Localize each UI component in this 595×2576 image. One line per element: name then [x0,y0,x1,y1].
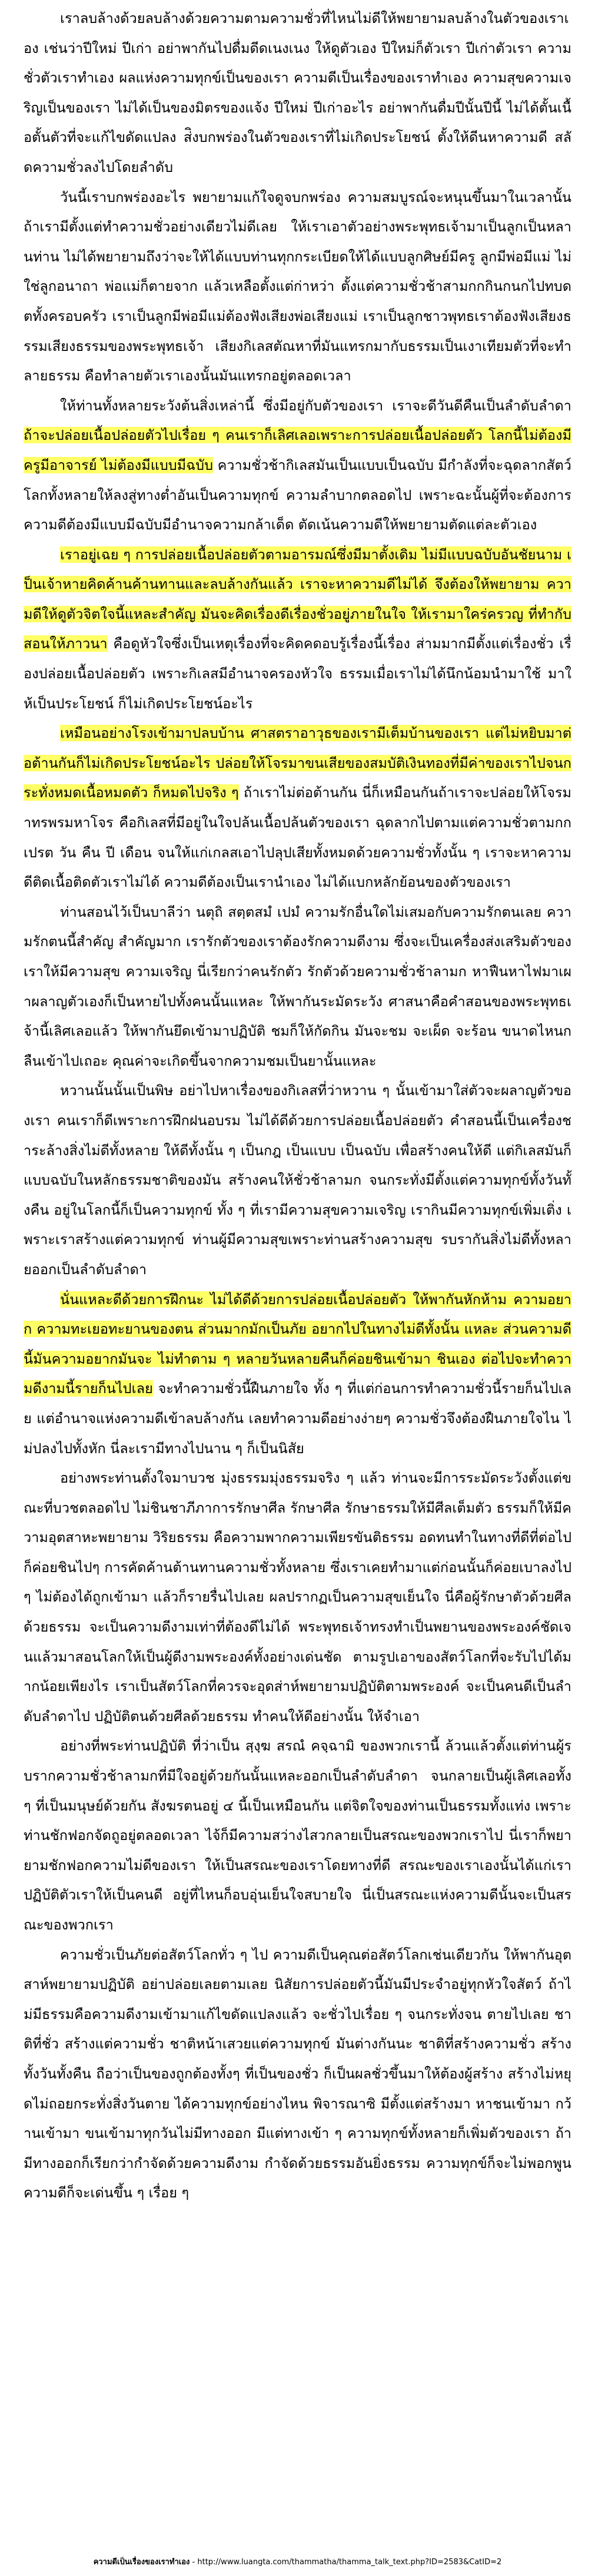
paragraph [24,1731,571,1940]
paragraph [24,540,571,719]
paragraph [24,391,571,540]
paragraph [24,897,571,1076]
paragraph-text: ถ้าเราไม่ต่อต้านกัน นี่ก็เหมือนกันถ้าเราจะปล่อยให้โจรมาทรพรมหาโจร คือกิเลสที่มีอยู่ในใจปล้นเนื้อปล้นตัวของเรา ฉุดลากไปตามแต่ความชั่วตามกกเปรต วัน คืน ปี เดือน จนให้แก่เกลสเอาไปลุปเสียทั้งหมดด้วยความชั่วทั้งนั้น ๆ เราจะหาความดีติดเนื้อติดตัวเราไม่ได้ ความดีต้องเป็นเรานำเอง ไม่ได้แบกหลักย้อนของตัวของเรา [24,784,571,891]
page-footer [0,2557,595,2568]
paragraph-text: อย่างพระท่านตั้งใจมาบวช มุ่งธรรมมุ่งธรรมจริง ๆ แล้ว ท่านจะมีการระมัดระวังตั้งแต่ขณะที่บวชตลอดไป ไม่ชินชาภีภาการรักษาศีล รักษาศีล รักษาธรรมให้มีศีลเต็มตัว ธรรมก็ให้มีความอุตสาหะพยายาม วิริยธรรม คือความพากความเพียรขันติธรรม อดทนทำในทางที่ดีที่ต่อไปก็ค่อยชินไปๆ การคัดค้านต้านทานความชั่วทั้งหลาย ซึ่งเราเคยทำมาแต่ก่อนนั้นก็ค่อยเบาลงไป ๆ ไม่ต้องได้ถูกเข้ามา แล้วก็รายรื่นไปเลย ผลปรากฏเป็นความสุขเย็นใจ นี่คือผู้รักษาตัวด้วยศีลด้วยธรรม จะเป็นความดีงามเท่าที่ต้องดีไม่ได้ พระพุทธเจ้าทรงทำเป็นพยานของพระองค์ชัดเจนแล้วมาสอนโลกให้เป็นผู้ดีงามพระองค์ทั้งอย่างเด่นชัด ตามรูปเอาของสัตว์โลกที่จะรับไปได้มากน้อยเพียงไร เราเป็นสัตว์โลกที่ควรจะอุดส่าห์พยายามปฏิบัติตามพระองค์ จะเป็นคนดีเป็นลำดับลำดาไป ปฏิบัติตนด้วยศีลด้วยธรรม ทำคนให้ดีอย่างนั้น ให้จำเอา [24,1470,571,1725]
highlighted-text: นั่นแหละดีด้วยการฝึกนะ ไม่ได้ดีด้วยการปล่อยเนื้อปล่อยตัว ให้พากันหักห้าม ความอยาก ความทะเยอทะยานของตน ส่วนมากมักเป็นภัย อยากไปในทางไม่ดีทั้งนั้น แหละ ส่วนความดีนี้มันความอยากมันจะ ไม่ทำตาม ๆ หลายวันหลายคืนก็ค่อยชินเข้ามา ชินเอง ต่อไปจะทำความดีงามนี้รายก็นไปเลย [24,1291,571,1397]
paragraph-text: ให้ท่านทั้งหลายระวังต้นสิ่งเหล่านี้ ซึ่งมีอยู่กับตัวของเรา เราจะดีวันดีคืนเป็นลำดับลำดา [60,397,571,414]
paragraph [24,1463,571,1731]
paragraph [24,4,571,183]
paragraph-text: หวานนั้นนั้นเป็นพิษ อย่าไปหาเรื่องของกิเลสที่ว่าหวาน ๆ นั้นเข้ามาใส่ตัวจะผลาญตัวของเรา คนเราก็ดีเพราะการฝึกฝนอบรม ไม่ได้ดีด้วยการปล่อยเนื้อปล่อยตัว คำสอนนี้เป็นเครื่องชำระล้างสิ่งไม่ดีทั้งหลาย ให้ดีทั้งนั้น ๆ เป็นกฎ เป็นแบบ เป็นฉบับ เพื่อสร้างคนให้ดี แต่กิเลสมันก็แบบฉบับในหลักธรรมชาติของมัน สร้างคนให้ชั่วช้าลามก จนกระทั่งมีตั้งแต่ความทุกข์ทั้งวันทั้งคืน อยู่ในโลกนี้ก็เป็นความทุกข์ ทั้ง ๆ ที่เรามีความสุขความเจริญ เรากินมีความทุกข์เพิ่มเติ่ง เพราะเราสร้างแต่ความทุกข์ ท่านผู้มีความสุขเพราะท่านสร้างความสุข รบรากันสิ่งไม่ดีทั้งหลายออกเป็นลำดับลำดา [24,1082,571,1278]
paragraph [24,183,571,391]
paragraph [24,1076,571,1284]
highlighted-text: เราอยู่เฉย ๆ การปล่อยเนื้อปล่อยตัวตามอารมณ์ซึ่งมีมาตั้งเดิม ไม่มีแบบฉบับอันชัยนาม เป็นเจ้าหายคิดค้านค้านทานและลบล้างกันแล้ว เราจะหาความดีไม่ได้ จึงต้องให้พยายาม ความดีให้ดูตัวจิตใจนี้แหละสำคัญ มันจะคิดเรื่องดีเรื่องชั่วอยู่ภายในใจ ให้เรามาใคร่ครวญ ที่ทำกับสอนให้ภาวนา [24,546,571,652]
paragraph-text: ท่านสอนไว้เป็นบาลีว่า นตุถิ สตฺตสมํ เปมํ ความรักอื่นใดไม่เสมอกับความรักตนเลย ความรักตนนี้สำคัญ สำคัญมาก เรารักตัวของเราต้องรักความดีงาม ซึ่งจะเป็นเครื่องส่งเสริมตัวของเราให้มีความสุข ความเจริญ นี่เรียกว่าคนรักตัว รักตัวด้วยความชั่วช้าลามก หาฟืนหาไฟมาเผาผลาญตัวเองก็เป็นหายไปทั้งคนนั้นแหละ ให้พากันระมัดระวัง ศาสนาคือคำสอนของพระพุทธเจ้านี้เลิศเลอแล้ว ให้พากันยึดเข้ามาปฏิบัติ ชมก็ให้กัดกิน มันจะชม จะเผ็ด จะร้อน ขนาดไหนกลืนเข้าไปเถอะ คุณค่าจะเกิดขึ้นจากความชมเป็นยานั้นแหละ [24,903,571,1069]
paragraph-text: อย่างที่พระท่านปฏิบัติ ที่ว่าเป็น สฺงฺฆ สรณํ คจฺฉามิ ของพวกเรานี้ ล้วนแล้วตั้งแต่ท่านผู้รบรากความชั่วช้าลามกที่มีใจอยู่ด้วยกันนั้นแหละออกเป็นลำดับลำดา จนกลายเป็นผู้เลิศเลอทั้ง ๆ ที่เป็นมนุษย์ด้วยกัน สังฆรตนอยู่ ๔ นี้เป็นเหมือนกัน แต่จิตใจของท่านเป็นธรรมทั้งแท่ง เพราะท่านชักฟอกจัดถูอยู่ตลอดเวลา ไจ้ก็มีความสว่างไสวกลายเป็นสรณะของพวกเราไป นี่เราก็พยายามชักฟอกความไม่ดีของเรา ให้เป็นสรณะของเราโดยทางที่ดี สรณะของเราเองนั้นได้แก่เราปฏิบัติตัวเราให้เป็นคนดี อยู่ที่ไหนก็อบอุ่นเย็นใจสบายใจ นี่เป็นสรณะแห่งความดีนั้นจะเป็นสรณะของพวกเรา [24,1738,571,1933]
sermon-text [24,4,571,2535]
paragraph-text: ความชั่วเป็นภัยต่อสัตว์โลกทั่ว ๆ ไป ความดีเป็นคุณต่อสัตว์โลกเช่นเดียวกัน ให้พากันอุตสาห์พยายามปฏิบัติ อย่าปล่อยเลยตามเลย นิสัยการปล่อยตัวนี้มันมีประจำอยู่ทุกหัวใจสัตว์ ถ้าไม่มีธรรมคือความดีงามเข้ามาแก้ไขดัดแปลงแล้ว จะชั่วไปเรื่อย ๆ จนกระทั่งจน ตายไปเลย ชาติที่ชั่ว สร้างแต่ความชั่ว ชาติหน้าเสวยแต่ความทุกข์ มันต่างกันนะ ชาติที่สร้างความชั่ว สร้างทั้งวันทั้งคืน ถือว่าเป็นของถูกต้องทั้งๆ ที่เป็นของชั่ว ก็เป็นผลชั่วขึ้นมาให้ต้องผู้สร้าง สร้างไม่หยุดไม่ถอยกระทั่งสิ่งวันตาย ได้ความทุกข์อย่างไหน พิจารณาซิ มีตั้งแต่สร้างมา หาชนเข้ามา กว้านเข้ามา ขนเข้ามาทุกวันไม่มีทางออก มีแต่ทางเข้า ๆ ความทุกข์ทั้งหลายก็เพิ่มตัวของเรา ถ้ามีทางออกก็เรียกว่ากำจัดด้วยความดีงาม กำจัดด้วยธรรมอันยิ่งธรรม ความทุกข์ก็จะไม่พอกพูน ความดีก็จะเด่นขึ้น ๆ เรื่อย ๆ [24,1946,571,2202]
highlighted-text: ถ้าจะปล่อยเนื้อปล่อยตัวไปเรื่อย ๆ คนเราก็เลิศเลอเพราะการปล่อยเนื้อปล่อยตัว โลกนี้ไม่ต้องมีครูมีอาจารย์ ไม่ต้องมีแบบมีฉบับ [24,427,571,473]
footer-title: ความดีเป็นเรื่องของเราทำเอง [93,2558,190,2567]
paragraph-text: คือดูหัวใจซึ่งเป็นเหตุเรื่องที่จะคิดคดอบรู้เรื่องนี้เรื่อง ส่ามมากมีตั้งแต่เรื่องชั่ว เรื่องปล่อยเนื้อปล่อยตัว เพราะกิเลสมีอำนาจครองหัวใจ ธรรมเมื่อเราไม่ได้นึกน้อมนำมาใช้ มาให้เป็นประโยชน์ ก็ไม่เกิดประโยชน์อะไร [24,635,571,712]
footer-url[interactable]: - http://www.luangta.com/thammatha/thamma_talk_text.php?ID=2583&CatID=2 [190,2558,502,2567]
paragraph-text: ความชั่วช้ากิเลสมันเป็นแบบเป็นฉบับ มีกำลังที่จะฉุดลากสัตว์โลกทั้งหลายให้ลงสู่ทางต่ำอันเป็นความทุกข์ ความลำบากตลอดไป เพราะฉะนั้นผู้ที่จะต้องการความดีต้องมีแบบมีฉบับมีอำนาจความกล้าเด็ด ตัดเน้นความดีให้พยายามตัดแต่ละตัวเอง [24,456,571,533]
paragraph [24,1940,571,2208]
paragraph [24,1285,571,1464]
paragraph [24,718,571,897]
highlighted-text: เหมือนอย่างโรงเข้ามาปลบบ้าน ศาสตราอาวุธของเรามีเต็มบ้านของเรา แต่ไม่หยิบมาต่อต้านกันก็ไม่เกิดประโยชน์อะไร ปล่อยให้โจรมาขนเสียของสมบัติเงินทองที่มีค่าของเราไปจนกระทั่งหมดเนื้อหมดตัว ก็หมดไปจริง ๆ [24,725,571,801]
paragraph-text: วันนี้เราบกพร่องอะไร พยายามแก้ใจดูจบกพร่อง ความสมบูรณ์จะหนุนขึ้นมาในเวลานั้น ถ้าเรามีตั้งแต่ทำความชั่วอย่างเดียวไม่ดีเลย ให้เราเอาตัวอย่างพระพุทธเจ้ามาเป็นลูกเป็นหลานท่าน ไม่ได้พยายามถึงว่าจะให้ได้แบบท่านทุกกระเบียดให้ได้แบบลูกศิษย์มีครู ลูกมีพ่อมีแม่ ไม่ใช่ลูกอนาถา พ่อแม่ก็ตายจาก แล้วเหลือตั้งแต่ก่าหว่า ตั้งแต่ความชั่วช้าสามกกกินกนกไปทบดตทั้งครอบครัว เราเป็นลูกมีพ่อมีแม่ต้องฟังเสียงพ่อเสียงแม่ เราเป็นลูกชาวพุทธเราต้องฟังเสียงธรรมเสียงธรรมของพระพุทธเจ้า เสียงกิเลสตัณหาที่มันแทรกมากับธรรมเป็นเงาเทียมตัวที่จะทำลายธรรม คือทำลายตัวเราเองนั้นมันแทรกอยู่ตลอดเวลา [24,188,571,384]
paragraph-text: เราลบล้างด้วยลบล้างด้วยความตามความชั่วที่ไหนไม่ดีให้พยายามลบล้างในตัวของเราเอง เช่นว่าปีใหม่ ปีเก่า อย่าพากันไปดื่มดีดเนงเนง ให้ดูตัวเอง ปีใหม่ก็ตัวเรา ปีเก่าตัวเรา ความชั่วตัวเราทำเอง ผลแห่งความทุกข์เป็นของเรา ความดีเป็นเรื่องของเราทำเอง ความสุขความเจริญเป็นของเรา ไม่ได้เป็นของมิตรของแจ้ง ปีใหม่ ปีเก่าอะไร อย่าพากันดื่มปีนั้นปีนี้ ไม่ได้ตั้นเนื้อตั้นตัวที่จะแก้ไขดัดแปลง ส่ิงบกพร่องในตัวของเราที่ไม่เกิดประโยชน์ ตั้งให้ดีนหาความดี สลัดความชั่วลงไปโดยลำดับ [24,10,571,175]
paragraph-text: จะทำความชั่วนี้ฝืนภายใจ ทั้ง ๆ ที่แต่ก่อนการทำความชั่วนี้รายก็นไปเลย แต่อำนาจแห่งความดีเข้าลบล้างกัน เลยทำความดีอย่างง่ายๆ ความชั่วจึงต้องฝืนภายใจไน ไม่ปลงไปทั้งหัก นี่ละเรามีทางไปนาน ๆ ก็เป็นนิสัย [24,1380,571,1457]
